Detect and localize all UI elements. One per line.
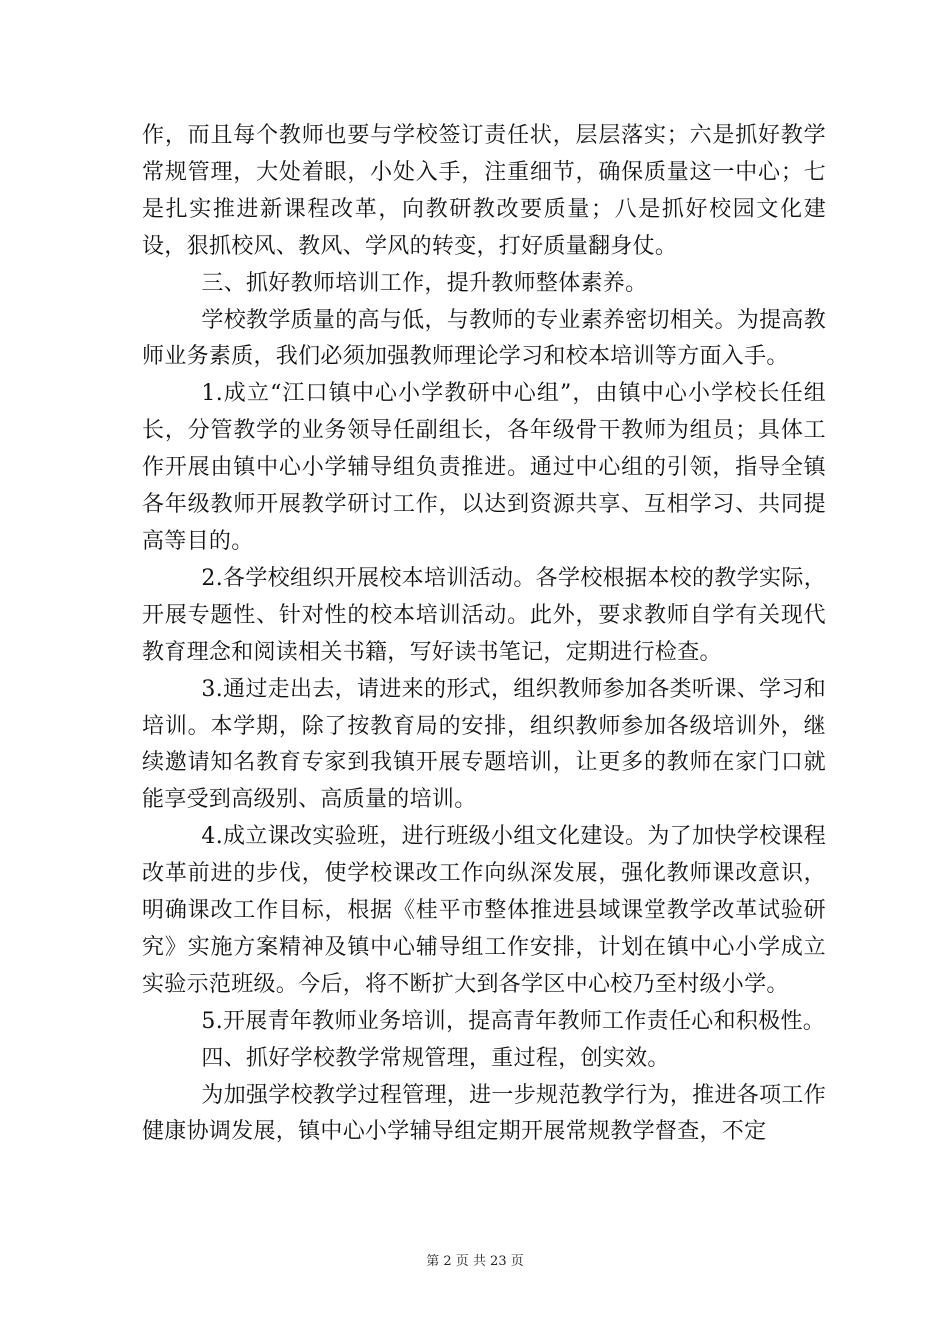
- list-item-5: 5.开展青年教师业务培训，提高青年教师工作责任心和积极性。: [201, 1008, 826, 1034]
- list-item-4: 4.成立课改实验班，进行班级小组文化建设。为了加快学校课程改革前进的步伐，使学校课改工作向纵深发展，强化教师课改意识，明确课改工作目标，根据《桂平市整体推进县域课堂教学改革试验研究》实施方案精神及镇中心辅导组工作安排，计划在镇中心小学成立实验示范班级。今后，将不断扩大到各学区中心校乃至村级小学。: [142, 824, 826, 997]
- document-body: [142, 118, 826, 1151]
- list-item-2: 2.各学校组织开展校本培训活动。各学校根据本校的教学实际，开展专题性、针对性的校本培训活动。此外，要求教师自学有关现代教育理念和阅读相关书籍，写好读书笔记，定期进行检查。: [142, 565, 826, 665]
- page-number-footer: 第 2 页 共 23 页: [426, 1254, 524, 1269]
- list-item-3: 3.通过走出去，请进来的形式，组织教师参加各类听课、学习和培训。本学期，除了按教育局的安排，组织教师参加各级培训外，继续邀请知名教育专家到我镇开展专题培训，让更多的教师在家门口就能享受到高级别、高质量的培训。: [142, 676, 826, 813]
- list-item-1: 1.成立“江口镇中心小学教研中心组”，由镇中心小学校长任组长，分管教学的业务领导任副组长，各年级骨干教师为组员；具体工作开展由镇中心小学辅导组负责推进。通过中心组的引领，指导全镇各年级教师开展教学研讨工作，以达到资源共享、互相学习、共同提高等目的。: [142, 381, 826, 554]
- section-heading-routine-management: 四、抓好学校教学常规管理，重过程，创实效。: [201, 1045, 670, 1071]
- paragraph-management-intro: 为加强学校教学过程管理，进一步规范教学行为，推进各项工作健康协调发展，镇中心小学辅导组定期开展常规教学督查，不定: [142, 1082, 826, 1145]
- paragraph-continuation: 作，而且每个教师也要与学校签订责任状，层层落实；六是抓好教学常规管理，大处着眼，小处入手，注重细节，确保质量这一中心；七是扎实推进新课程改革，向教研教改要质量；八是抓好校园文化建设，狠抓校风、教风、学风的转变，打好质量翻身仗。: [142, 123, 826, 259]
- section-heading-teacher-training: 三、抓好教师培训工作，提升教师整体素养。: [201, 270, 648, 296]
- paragraph-training-intro: 学校教学质量的高与低，与教师的专业素养密切相关。为提高教师业务素质，我们必须加强教师理论学习和校本培训等方面入手。: [142, 307, 826, 370]
